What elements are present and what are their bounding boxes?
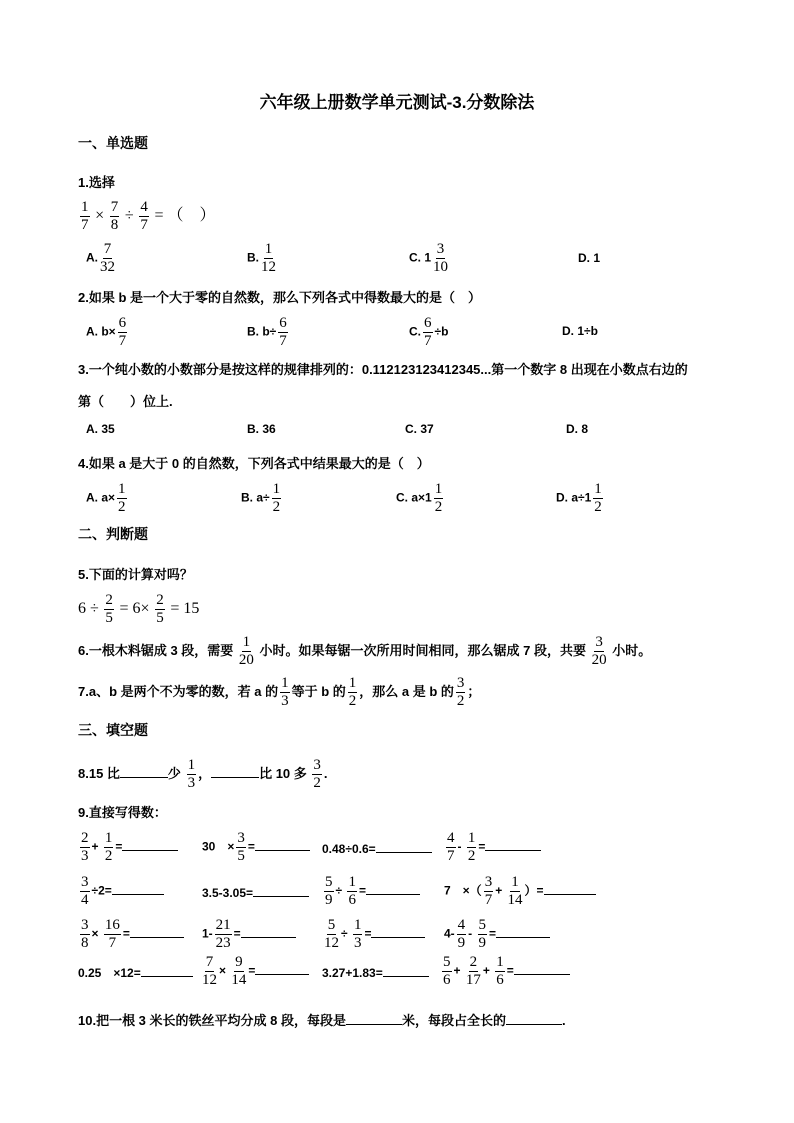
q1-label: 1.选择	[78, 175, 115, 190]
q3-line1: 3.一个纯小数的小数部分是按这样的规律排列的：0.112123123412345...第一个数字 8 出现在小数点右边的	[78, 362, 688, 377]
answer-blank[interactable]	[253, 884, 309, 897]
page-title: 六年级上册数学单元测试-3.分数除法	[259, 93, 535, 112]
q9-r2-b: 3.5-3.05=	[202, 884, 309, 900]
q2-option-c[interactable]: C. $\frac{6}{7}$ ÷b	[409, 315, 449, 349]
q9-r2-c: $\frac{5}{9}$ ÷ $\frac{1}{6}$ =	[322, 875, 420, 908]
answer-blank[interactable]	[346, 1012, 402, 1025]
fraction: $\frac{6}{7}$	[424, 315, 432, 349]
answer-blank[interactable]	[130, 925, 184, 938]
fraction: $\frac{3}{10}$	[433, 241, 449, 275]
q8-text: 8.15 比 少 $\frac{1}{3}$ ， 比 10 多 $\frac{3}{2}$ .	[78, 757, 328, 791]
q2-label: 2.如果 b 是一个大于零的自然数，那么下列各式中得数最大的是（ ）	[78, 290, 482, 305]
q9-r1-d: $\frac{4}{7}$ - $\frac{1}{2}$ =	[444, 831, 541, 864]
fraction: $\frac{1}{3}$	[281, 675, 289, 709]
q4-option-d[interactable]: D. a÷1 $\frac{1}{2}$	[556, 481, 602, 515]
answer-blank[interactable]	[141, 964, 193, 977]
answer-blank[interactable]	[122, 838, 178, 851]
answer-blank[interactable]	[120, 765, 168, 778]
q9-r3-a: $\frac{3}{8}$ × $\frac{16}{7}$ =	[78, 918, 184, 951]
fraction: $\frac{4}{7}$	[140, 199, 148, 233]
fraction: $\frac{2}{5}$	[105, 592, 113, 626]
q9-r1-a: $\frac{2}{3}$ + $\frac{1}{2}$ =	[78, 831, 178, 864]
fraction: $\frac{6}{7}$	[279, 315, 287, 349]
q9-r2-a: $\frac{3}{4}$ ÷2=	[78, 875, 164, 908]
q4-option-c[interactable]: C. a×1 $\frac{1}{2}$	[396, 481, 443, 515]
q3-line2: 第（ ）位上.	[78, 394, 173, 409]
q2-option-d[interactable]: D. 1÷b	[562, 324, 598, 338]
q9-r3-b: 1- $\frac{21}{23}$ =	[202, 918, 296, 951]
fraction: $\frac{7}{8}$	[110, 199, 119, 233]
q9-r1-c: 0.48÷0.6=	[322, 840, 432, 856]
answer-blank[interactable]	[255, 962, 309, 975]
fraction: $\frac{1}{12}$	[261, 241, 276, 275]
answer-blank[interactable]	[383, 964, 429, 977]
q9-r3-c: $\frac{5}{12}$ ÷ $\frac{1}{3}$ =	[322, 918, 425, 951]
section-heading-single-choice: 一、单选题	[78, 135, 148, 151]
fraction: $\frac{1}{3}$	[187, 757, 196, 791]
section-heading-true-false: 二、判断题	[78, 526, 148, 542]
q1-expression: $\frac{1}{7}$ × $\frac{7}{8}$ ÷ $\frac{4}{7}$ = （ ）	[81, 199, 216, 233]
q10-text: 10.把一根 3 米长的铁丝平均分成 8 段，每段是 米，每段占全长的 .	[78, 1013, 566, 1028]
q7-text: 7.a、b 是两个不为零的数，若 a 的 $\frac{1}{3}$ 等于 b 的 $\frac{1}{2}$ ，那么 a 是 b 的 $\frac{3}{2}$ ；	[78, 675, 481, 709]
fraction: $\frac{3}{2}$	[313, 757, 321, 791]
q9-label: 9.直接写得数：	[78, 805, 167, 820]
q3-option-a[interactable]: A. 35	[86, 422, 115, 436]
q5-expression: 6 ÷ $\frac{2}{5}$ = 6× $\frac{2}{5}$ = 15	[78, 592, 200, 626]
answer-blank[interactable]	[485, 838, 541, 851]
section-heading-fill-blank: 三、填空题	[78, 722, 148, 738]
q3-option-c[interactable]: C. 37	[405, 422, 434, 436]
q1-option-b[interactable]: B. $\frac{1}{12}$	[247, 241, 276, 275]
answer-blank[interactable]	[506, 1012, 562, 1025]
q6-text: 6.一根木料锯成 3 段，需要 $\frac{1}{20}$ 小时。如果每锯一次所用时间相同，那么锯成 7 段，共要 $\frac{3}{20}$ 小时。	[78, 634, 652, 668]
q9-r2-d: 7 ×（ $\frac{3}{7}$ + $\frac{1}{14}$ ）=	[444, 875, 596, 908]
answer-blank[interactable]	[496, 925, 550, 938]
fraction: $\frac{3}{2}$	[456, 675, 465, 709]
q1-option-a[interactable]: A. $\frac{7}{32}$	[86, 241, 115, 275]
fraction: $\frac{1}{2}$	[348, 675, 357, 709]
answer-blank[interactable]	[544, 882, 596, 895]
q9-r4-d: $\frac{5}{6}$ + $\frac{2}{17}$ + $\frac{1}{6}$ =	[440, 955, 570, 988]
answer-blank[interactable]	[514, 962, 570, 975]
fraction: $\frac{7}{32}$	[100, 241, 115, 275]
q5-label: 5.下面的计算对吗？	[78, 567, 193, 582]
q4-label: 4.如果 a 是大于 0 的自然数，下列各式中结果最大的是（ ）	[78, 456, 430, 471]
fraction: $\frac{1}{2}$	[434, 481, 443, 515]
q3-option-d[interactable]: D. 8	[566, 422, 589, 436]
answer-blank[interactable]	[371, 925, 425, 938]
answer-blank[interactable]	[376, 840, 432, 853]
q2-option-b[interactable]: B. b÷ $\frac{6}{7}$	[247, 315, 287, 349]
fraction: $\frac{1}{2}$	[594, 481, 602, 515]
fraction: $\frac{1}{2}$	[118, 481, 126, 515]
q2-option-a[interactable]: A. b× $\frac{6}{7}$	[86, 315, 127, 349]
q9-r3-d: 4- $\frac{4}{9}$ - $\frac{5}{9}$ =	[444, 918, 550, 951]
answer-blank[interactable]	[112, 882, 164, 895]
q1-option-d[interactable]: D. 1	[578, 251, 601, 265]
fraction: $\frac{2}{5}$	[156, 592, 164, 626]
answer-blank[interactable]	[366, 882, 420, 895]
answer-blank[interactable]	[211, 765, 259, 778]
fraction: $\frac{1}{20}$	[238, 634, 254, 668]
q4-option-a[interactable]: A. a× $\frac{1}{2}$	[86, 481, 126, 515]
q9-r4-a: 0.25 ×12=	[78, 964, 193, 981]
answer-blank[interactable]	[255, 838, 310, 851]
q9-r4-b: $\frac{7}{12}$ × $\frac{9}{14}$ =	[200, 955, 309, 988]
q9-r1-b: 30 × $\frac{3}{5}$ =	[202, 831, 310, 864]
fraction: $\frac{1}{7}$	[81, 199, 89, 233]
fraction: $\frac{1}{2}$	[272, 481, 281, 515]
fraction: $\frac{6}{7}$	[118, 315, 127, 349]
q1-option-c[interactable]: C. 1 $\frac{3}{10}$	[409, 241, 449, 275]
q3-option-b[interactable]: B. 36	[247, 422, 276, 436]
answer-blank[interactable]	[241, 925, 296, 938]
q4-option-b[interactable]: B. a÷ $\frac{1}{2}$	[241, 481, 281, 515]
fraction: $\frac{3}{20}$	[591, 634, 607, 668]
q9-r4-c: 3.27+1.83=	[322, 964, 429, 980]
